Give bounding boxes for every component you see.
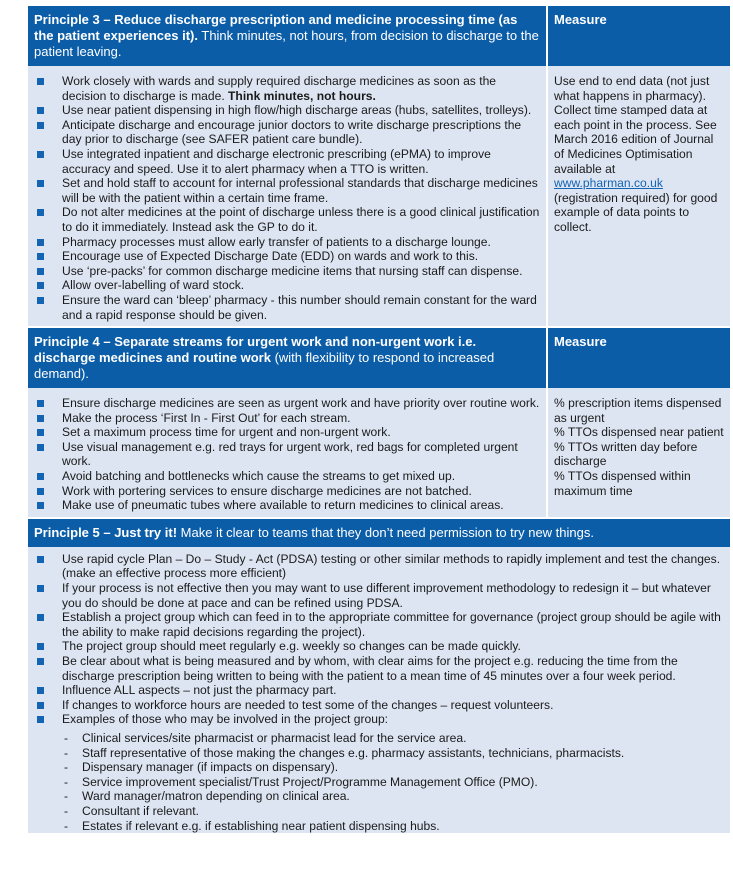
list-item: Ensure discharge medicines are seen as urgent work and have priority over routine work.	[32, 396, 542, 411]
bullet-square-icon	[37, 556, 44, 563]
principle3-body-row	[28, 66, 730, 327]
principle3-measures	[547, 66, 730, 327]
dash-icon: -	[64, 789, 69, 804]
measure-heading: Measure	[554, 12, 607, 27]
bullet-square-icon	[37, 107, 44, 114]
measure-heading: Measure	[554, 334, 607, 350]
bullet-square-icon	[37, 429, 44, 436]
principle5-header	[28, 518, 730, 547]
list-item: Use ‘pre-packs’ for common discharge medicine items that nursing staff can dispense.	[32, 264, 542, 279]
principle5-actions	[28, 547, 730, 833]
principle3-actions	[28, 66, 547, 327]
list-item: Avoid batching and bottlenecks which cause the streams to get mixed up.	[32, 469, 542, 484]
principle4-title: Principle 4 – Separate streams for urgent work and non-urgent work i.e. discharge medicines and routine work	[34, 334, 477, 366]
list-item: Encourage use of Expected Discharge Date (EDD) on wards and work to this.	[32, 249, 542, 264]
bullet-square-icon	[37, 444, 44, 451]
principles-table	[28, 6, 730, 833]
list-item: Use rapid cycle Plan – Do – Study - Act (PDSA) testing or other similar methods to rapidly implement and test the changes. (make an effective process more efficient)	[32, 552, 726, 581]
principle4-measure-header	[547, 327, 730, 388]
sub-list-item: - Estates if relevant e.g. if establishing near patient dispensing hubs.	[64, 818, 440, 833]
bullet-square-icon	[37, 658, 44, 665]
principle4-subtitle: (with flexibility to respond to increased demand).	[34, 350, 495, 382]
list-item: Set and hold staff to account for internal professional standards that discharge medicines will be with the patient within a certain time frame.	[32, 176, 542, 205]
principle4-body-row	[28, 388, 730, 518]
sub-list-item: - Service improvement specialist/Trust Project/Programme Management Office (PMO).	[64, 774, 538, 789]
bullet-square-icon	[37, 716, 44, 723]
dash-icon: -	[64, 745, 69, 760]
principle4-measure-list	[548, 388, 730, 502]
dash-icon: -	[64, 760, 69, 775]
bullet-square-icon	[37, 180, 44, 187]
principle4-actions	[28, 388, 547, 518]
list-item: Influence ALL aspects – not just the pharmacy part.	[32, 683, 726, 698]
bullet-square-icon	[37, 473, 44, 480]
principle4-list	[28, 388, 546, 517]
sub-list-item: - Dispensary manager (if impacts on dispensary).	[64, 760, 339, 775]
bullet-square-icon	[37, 502, 44, 509]
principle3-measure-header	[547, 6, 730, 66]
measure-line: % TTOs dispensed within maximum time	[554, 469, 691, 498]
bullet-square-icon	[37, 297, 44, 304]
dash-icon: -	[64, 774, 69, 789]
list-item: Set a maximum process time for urgent and non-urgent work.	[32, 425, 542, 440]
bullet-square-icon	[37, 209, 44, 216]
bullet-square-icon	[37, 643, 44, 650]
bullet-square-icon	[37, 415, 44, 422]
list-item: If changes to workforce hours are needed to test some of the changes – request volunteers.	[32, 698, 726, 713]
list-item: Anticipate discharge and encourage junior doctors to write discharge prescriptions the day prior to discharge (see SAFER patient care bundle).	[32, 118, 542, 147]
principle5-body-row	[28, 547, 730, 833]
principle3-header	[28, 6, 547, 66]
list-item: If your process is not effective then you may want to use different improvement methodology to redesign it – but whatever you do should be done at pace and can be refined using PDSA.	[32, 581, 726, 610]
list-item: Use visual management e.g. red trays for urgent work, red bags for completed urgent work.	[32, 440, 542, 469]
bullet-square-icon	[37, 702, 44, 709]
measure-line: % TTOs written day before discharge	[554, 439, 698, 469]
bullet-square-icon	[37, 239, 44, 246]
list-item: Make use of pneumatic tubes where available to return medicines to clinical areas.	[32, 498, 542, 513]
dash-icon: -	[64, 803, 69, 818]
bullet-square-icon	[37, 151, 44, 158]
bullet-square-icon	[37, 614, 44, 621]
bullet-square-icon	[37, 282, 44, 289]
bullet-square-icon	[37, 400, 44, 407]
list-item: Establish a project group which can feed in to the appropriate committee for governance (project group should be agile with the ability to make rapid decisions regarding the project).	[32, 610, 726, 639]
principle4-header	[28, 327, 547, 388]
principle3-title: Principle 3 – Reduce discharge prescription and medicine processing time (as the patient experiences it).	[34, 12, 518, 43]
sub-list-item: - Ward manager/matron depending on clinical area.	[64, 789, 350, 804]
principle3-list	[28, 66, 546, 326]
list-item: Allow over-labelling of ward stock.	[32, 278, 542, 293]
bullet-square-icon	[37, 687, 44, 694]
bullet-square-icon	[37, 268, 44, 275]
principle5-subtitle: Make it clear to teams that they don’t need permission to try new things.	[177, 524, 594, 540]
principle3-header-row	[28, 6, 730, 66]
list-item: Use near patient dispensing in high flow/high discharge areas (hubs, satellites, trolleys).	[32, 103, 542, 118]
measure-line: % prescription items dispensed as urgent	[554, 396, 722, 425]
principle3-measure-text: Use end to end data (not just what happens in pharmacy). Collect time stamped data at each point in the process. See March 2016 edition of Journal of Medicines Optimisation available at www.pharman.co.uk (registration required) for good example of data points to collect.	[554, 74, 718, 234]
dash-icon: -	[64, 730, 69, 745]
principle4-header-row	[28, 327, 730, 388]
list-item: Work closely with wards and supply required discharge medicines as soon as the decision to discharge is made. Think minutes, not hours.	[32, 74, 542, 103]
sub-list-item: - Staff representative of those making the changes e.g. pharmacy assistants, technicians, pharmacists.	[64, 745, 625, 760]
list-item: Use integrated inpatient and discharge electronic prescribing (ePMA) to improve accuracy and speed. Use it to alert pharmacy when a TTO is written.	[32, 147, 542, 176]
sub-list-item: - Consultant if relevant.	[64, 803, 199, 818]
principle4-measures	[547, 388, 730, 518]
list-item: Be clear about what is being measured and by whom, with clear aims for the project e.g. reducing the time from the discharge prescription being written to being with the patient to a mean time of 45 minutes over a four week period.	[32, 654, 726, 683]
list-item: Ensure the ward can ‘bleep’ pharmacy - this number should remain constant for the ward and a rapid response should be given.	[32, 293, 542, 322]
list-item: Pharmacy processes must allow early transfer of patients to a discharge lounge.	[32, 235, 542, 250]
principle5-header-row	[28, 518, 730, 547]
bullet-square-icon	[37, 78, 44, 85]
list-item: Examples of those who may be involved in the project group:	[32, 712, 726, 727]
list-item: The project group should meet regularly e.g. weekly so changes can be made quickly.	[32, 639, 726, 654]
list-item: Make the process ‘First In - First Out’ for each stream.	[32, 411, 542, 426]
measure-line: % TTOs dispensed near patient	[554, 425, 724, 440]
principle5-title: Principle 5 – Just try it!	[34, 524, 178, 540]
bullet-square-icon	[37, 585, 44, 592]
principle5-list	[28, 547, 730, 731]
dash-icon: -	[64, 818, 69, 833]
bullet-square-icon	[37, 122, 44, 129]
principle3-subtitle: Think minutes, not hours, from decision to discharge to the patient leaving.	[34, 28, 539, 59]
project-group-sublist	[28, 731, 730, 833]
bullet-square-icon	[37, 488, 44, 495]
bullet-square-icon	[37, 253, 44, 260]
list-item: Do not alter medicines at the point of discharge unless there is a good clinical justification to do it immediately. Instead ask the GP to do it.	[32, 205, 542, 234]
list-item: Work with portering services to ensure discharge medicines are not batched.	[32, 484, 542, 499]
pharman-link[interactable]: www.pharman.co.uk	[554, 176, 663, 191]
sub-list-item: - Clinical services/site pharmacist or pharmacist lead for the service area.	[64, 730, 467, 745]
